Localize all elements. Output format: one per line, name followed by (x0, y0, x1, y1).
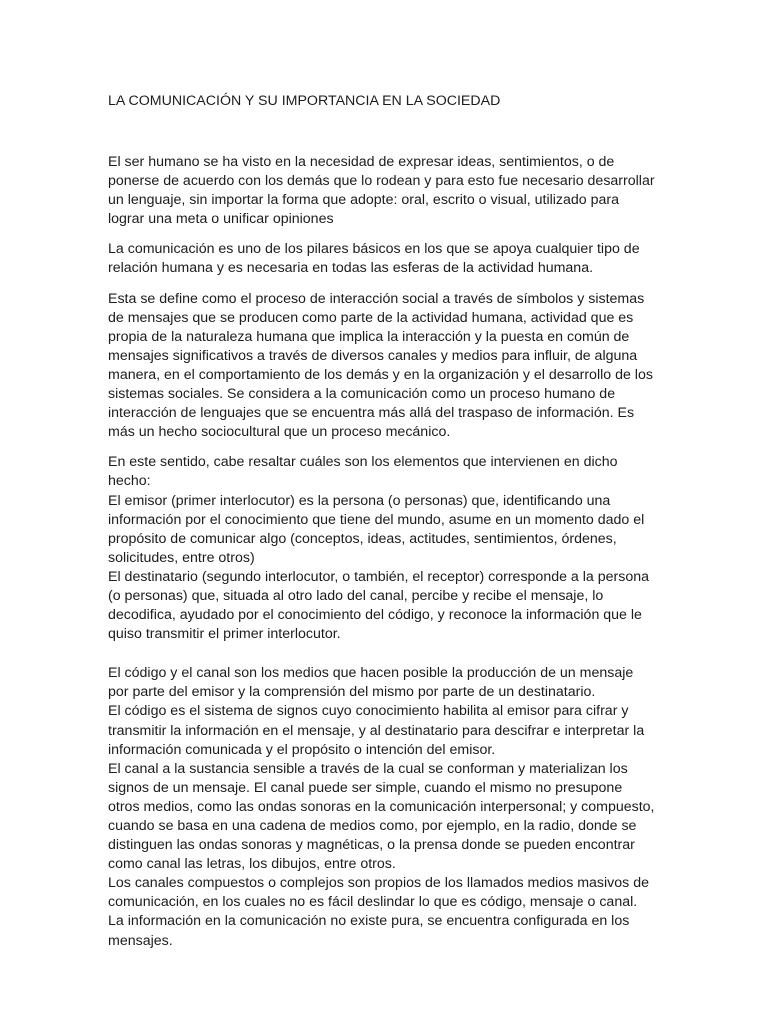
paragraph-emisor: El emisor (primer interlocutor) es la persona (o personas) que, identificando una información por el conocimiento que tiene del mundo, asume en un momento dado el propósito de comunicar algo (conceptos, ideas, actitudes, sentimientos, órdenes, solicitudes, entre otros) (108, 492, 645, 566)
paragraph-intro: El ser humano se ha visto en la necesidad de expresar ideas, sentimientos, o de ponerse de acuerdo con los demás que lo rodean y para esto fue necesario desarrollar un lenguaje, sin importar la forma que adopte: oral, escrito o visual, utilizado para lograr una meta o unificar opiniones (108, 154, 655, 228)
paragraph-pillars: La comunicación es uno de los pilares básicos en los que se apoya cualquier tipo de relación humana y es necesaria en todas las esferas de la actividad humana. (108, 241, 640, 277)
document-body (108, 153, 656, 951)
document-title: LA COMUNICACIÓN Y SU IMPORTANCIA EN LA SOCIEDAD (108, 93, 501, 109)
paragraph-elements-intro: En este sentido, cabe resaltar cuáles son los elementos que intervienen en dicho hecho: (108, 454, 618, 490)
paragraph-canales-compuestos: Los canales compuestos o complejos son propios de los llamados medios masivos de comunicación, en los cuales no es fácil deslindar lo que es código, mensaje o canal. (108, 875, 649, 911)
paragraph-definition: Esta se define como el proceso de interacción social a través de símbolos y sistemas de mensajes que se producen como parte de la actividad humana, actividad que es propia de la naturaleza humana que implica la interacción y la puesta en común de mensajes significativos a través de diversos canales y medios para influir, de alguna manera, en el comportamiento de los demás y en la organización y el desarrollo de los sistemas sociales. Se considera a la comunicación como un proceso humano de interacción de lenguajes que se encuentra más allá del traspaso de información. Es más un hecho sociocultural que un proceso mecánico. (108, 290, 653, 441)
paragraph-destinatario: El destinatario (segundo interlocutor, o también, el receptor) corresponde a la persona (o personas) que, situada al otro lado del canal, percibe y recibe el mensaje, lo decodifica, ayudado por el conocimiento del código, y reconoce la información que le quiso transmitir el primer interlocutor. (108, 568, 650, 643)
paragraph-codigo-canal: El código y el canal son los medios que hacen posible la producción de un mensaje por parte del emisor y la comprensión del mismo por parte de un destinatario. (108, 665, 634, 701)
paragraph-canal: El canal a la sustancia sensible a través de la cual se conforman y materializan los signos de un mensaje. El canal puede ser simple, cuando el mismo no presupone otros medios, como las ondas sonoras en la comunicación interpersonal; y compuesto, cuando se basa en una cadena de medios como, por ejemplo, en la radio, donde se distinguen las ondas sonoras y magnéticas, o la prensa donde se pueden encontrar como canal las letras, los dibujos, entre otros. (108, 760, 655, 873)
paragraph-codigo: El código es el sistema de signos cuyo conocimiento habilita al emisor para cifrar y transmitir la información en el mensaje, y al destinatario para descifrar e interpretar la información comunicada y el propósito o intención del emisor. (108, 703, 645, 758)
paragraph-informacion: La información en la comunicación no existe pura, se encuentra configurada en los mensajes. (108, 913, 630, 949)
